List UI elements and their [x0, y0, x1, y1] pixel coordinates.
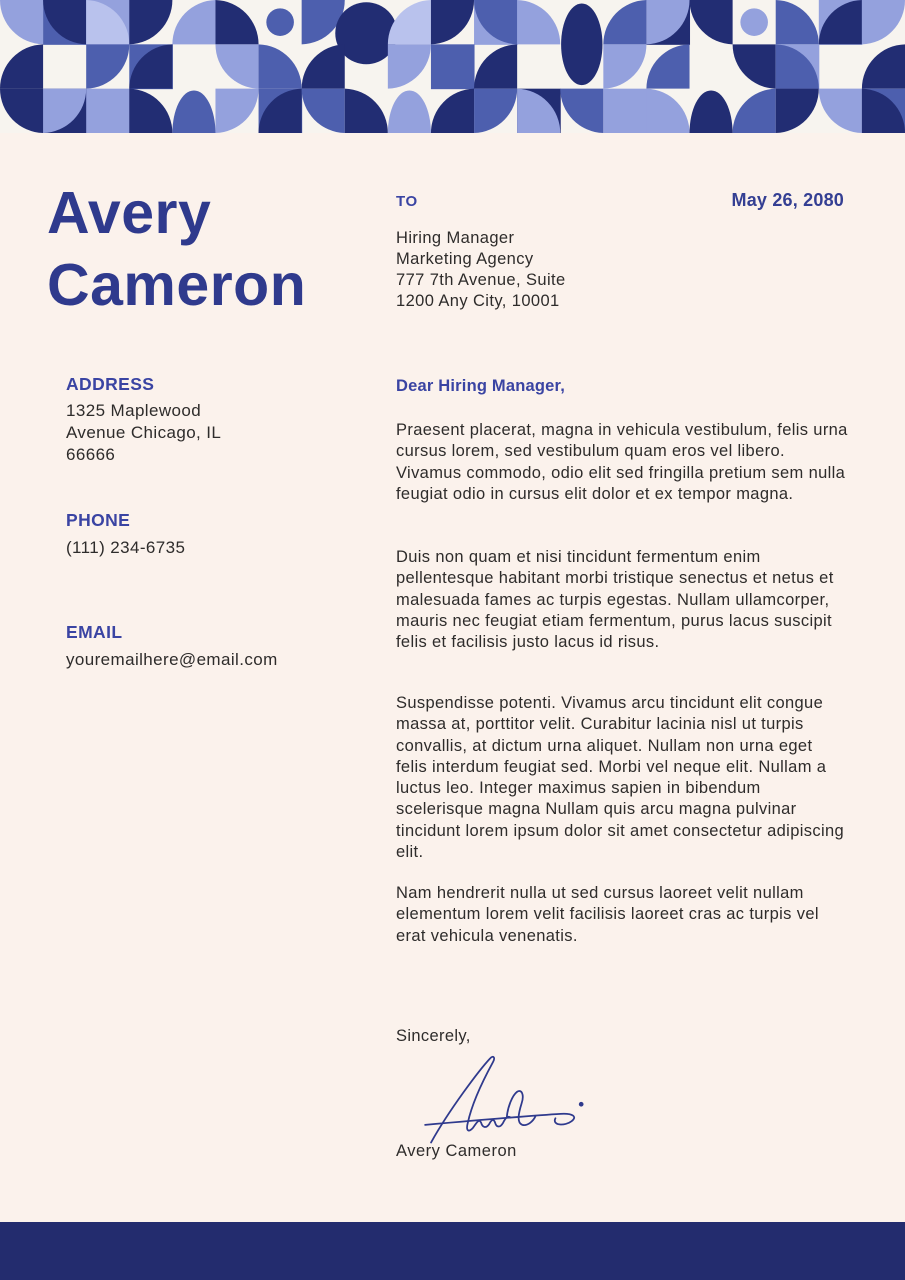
to-row — [396, 190, 844, 211]
last-name: Cameron — [47, 251, 307, 318]
footer-accent-bar — [0, 1222, 905, 1280]
recipient-line: 1200 Any City, 10001 — [396, 292, 560, 310]
letter-paragraph: Nam hendrerit nulla ut sed cursus laoreet velit nullam elementum lorem velit facilisis laoreet cras ac turpis vel erat vehicula venenatis. — [396, 884, 819, 945]
recipient-line: Hiring Manager — [396, 229, 515, 247]
letter-date: May 26, 2080 — [731, 190, 844, 210]
address-value: 1325 Maplewood Avenue Chicago, IL 66666 — [66, 401, 221, 464]
signature-image — [392, 1052, 632, 1144]
address-label: ADDRESS — [66, 374, 155, 394]
to-label: TO — [396, 193, 418, 210]
letter-paragraph: Praesent placerat, magna in vehicula vestibulum, felis urna cursus lorem, sed vestibulum quam eros vel libero. Vivamus commodo, odio elit sed fringilla pretium sem nulla feugiat odio in cursus elit dolor et ex tempor magna. — [396, 421, 848, 503]
letter-paragraph: Duis non quam et nisi tincidunt fermentum enim pellentesque habitant morbi tristique senectus et netus et malesuada fames ac turpis egestas. Nullam ullamcorper, mauris nec feugiat etiam fermentum, purus lacus suscipit felis et facilisis justo lacus id risus. — [396, 548, 834, 652]
email-label: EMAIL — [66, 622, 123, 642]
signature-name: Avery Cameron — [396, 1142, 517, 1160]
salutation: Dear Hiring Manager, — [396, 377, 566, 395]
recipient-block — [396, 228, 696, 312]
letter-paragraph: Suspendisse potenti. Vivamus arcu tincidunt elit congue massa at, porttitor velit. Curabitur lacinia nisl ut turpis convallis, at dictum urna aliquet. Nullam non urna eget felis interdum feugiat sed. Morbi vel neque elit. Nullam a luctus leo. Integer maximus sapien in bibendum scelerisque magna Nullam quis arcu magna pulvinar tincidunt lorem ipsum dolor sit amet consectetur adipiscing elit. — [396, 694, 845, 862]
closing: Sincerely, — [396, 1027, 471, 1045]
decorative-pattern-header — [0, 0, 905, 133]
first-name: Avery — [47, 180, 212, 246]
page-title — [47, 178, 306, 322]
recipient-line: Marketing Agency — [396, 250, 534, 268]
phone-value: (111) 234-6735 — [66, 538, 186, 557]
phone-label: PHONE — [66, 510, 131, 530]
recipient-line: 777 7th Avenue, Suite — [396, 271, 566, 289]
email-value: youremailhere@email.com — [66, 650, 278, 669]
